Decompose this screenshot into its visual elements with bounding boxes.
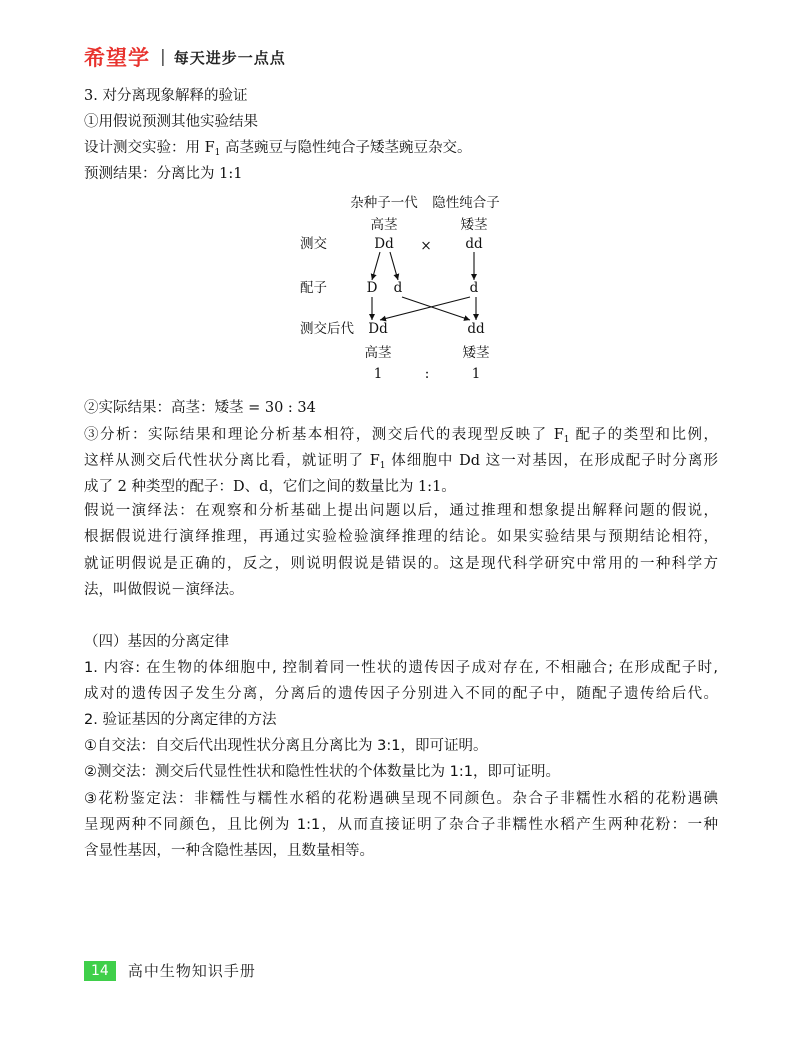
- arrow-d-to-Dd: [380, 297, 470, 320]
- law-line-2: 成对的遗传因子发生分离，分离后的遗传因子分别进入不同的配子中，随配子遗传给后代。: [84, 686, 718, 702]
- gamete-d-left: d: [393, 280, 403, 296]
- testcross-diagram: [0, 0, 800, 400]
- right-genotype: dd: [465, 236, 483, 252]
- brand-logo: 希望学: [84, 46, 150, 70]
- hd-line-2: 根据假说进行演绎推理，再通过实验检验演绎推理的结论。如果实验结果与预期结论相符，: [84, 529, 718, 545]
- method-1: ①自交法：自交后代出现性状分离且分离比为 3:1，即可证明。: [84, 738, 488, 754]
- left-phenotype: 高茎: [370, 217, 398, 233]
- section4-title: （四）基因的分离定律: [84, 634, 229, 650]
- offspring-right-phenotype: 矮茎: [462, 345, 490, 361]
- right-phenotype: 矮茎: [460, 217, 488, 233]
- hd-line-1: 假说一演绎法：在观察和分析基础上提出问题以后，通过推理和想象提出解释问题的假说，: [84, 503, 718, 519]
- prediction-text: 预测结果：分离比为 1:1: [84, 166, 243, 182]
- hd-line-3: 就证明假说是正确的，反之，则说明假说是错误的。这是现代科学研究中常用的一种科学方: [84, 556, 718, 572]
- hd-line-4: 法，叫做假说－演绎法。: [84, 582, 244, 598]
- row-label-testcross: 测交: [300, 236, 327, 252]
- page-footer: [84, 960, 256, 981]
- row-label-gametes: 配子: [300, 280, 327, 296]
- method-title: 2. 验证基因的分离定律的方法: [84, 712, 277, 728]
- method-3-line-3: 含显性基因，一种含隐性基因，且数量相等。: [84, 843, 374, 859]
- gamete-d-right: d: [469, 280, 479, 296]
- left-genotype: Dd: [374, 236, 394, 252]
- method-3-line-2: 呈现两种不同颜色，且比例为 1:1，从而直接证明了杂合子非糯性水稻产生两种花粉：一种: [84, 817, 718, 833]
- analysis-line-3: 成了 2 种类型的配子：D、d，它们之间的数量比为 1:1。: [84, 479, 456, 495]
- page-number: 14: [84, 961, 116, 981]
- arrow-parent-to-D: [372, 252, 380, 280]
- book-title: 高中生物知识手册: [127, 962, 256, 980]
- offspring-right-genotype: dd: [467, 321, 485, 337]
- step1-text: ①用假说预测其他实验结果: [84, 114, 258, 130]
- col-left-header: 杂种子一代: [350, 195, 418, 211]
- method-2: ②测交法：测交后代显性性状和隐性性状的个体数量比为 1:1，即可证明。: [84, 764, 560, 780]
- ratio-right: 1: [471, 366, 481, 382]
- method-3-line-1: ③花粉鉴定法：非糯性与糯性水稻的花粉遇碘呈现不同颜色。杂合子非糯性水稻的花粉遇碘: [84, 791, 718, 807]
- offspring-left-genotype: Dd: [368, 321, 388, 337]
- row-label-offspring: 测交后代: [300, 321, 354, 337]
- header-divider: |: [160, 47, 166, 67]
- analysis-line-1: ③分析：实际结果和理论分析基本相符，测交后代的表现型反映了 $F_1$ 配子的类型和比例，: [84, 427, 719, 445]
- header-slogan: 每天进步一点点: [173, 48, 286, 67]
- ratio-left: 1: [373, 366, 383, 382]
- ratio-separator: :: [424, 366, 430, 382]
- cross-symbol: ×: [420, 238, 432, 254]
- offspring-left-phenotype: 高茎: [364, 345, 392, 361]
- gamete-D: D: [366, 280, 378, 296]
- col-right-header: 隐性纯合子: [432, 195, 500, 211]
- law-line-1: 1. 内容: 在生物的体细胞中, 控制着同一性状的遗传因子成对存在, 不相融合; 在形成配子时,: [84, 660, 718, 676]
- arrow-parent-to-d-left: [390, 252, 398, 280]
- actual-result: ②实际结果：高茎：矮茎 = 30 : 34: [84, 400, 316, 416]
- design-text: 设计测交实验：用 $F_1$ 高茎豌豆与隐性纯合子矮茎豌豆杂交。: [84, 140, 472, 158]
- analysis-line-2: 这样从测交后代性状分离比看，就证明了 $F_1$ 体细胞中 Dd 这一对基因，在形成配子时分离形: [84, 453, 719, 471]
- section-title: 3. 对分离现象解释的验证: [84, 88, 248, 104]
- arrow-d-to-dd: [402, 297, 470, 320]
